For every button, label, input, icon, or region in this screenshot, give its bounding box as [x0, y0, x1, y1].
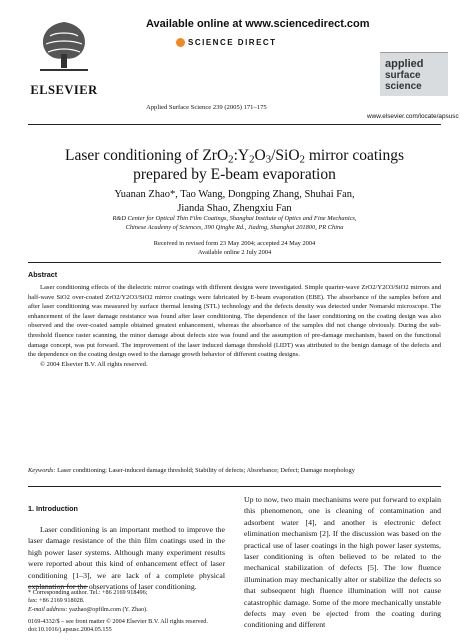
authors: Yuanan Zhao*, Tao Wang, Dongping Zhang, Shuhai Fan, Jianda Shao, Zhengxiu Fan	[114, 189, 355, 214]
footnote-rule	[28, 586, 88, 587]
abstract-divider-top	[28, 262, 441, 263]
intro-left-column: Laser conditioning is an important method to improve the laser damage resistance of the thin film coatings used in the high power laser systems. Although many experiment results were reported about this kind of enhancement effect of laser conditioning [1–3], we are lack of a complete physical explanation for the observations of laser conditioning.	[28, 525, 225, 592]
article-title: Laser conditioning of $ZrO_2:Y_2O_3/SiO_2$ mirror coatings prepared by E-beam evaporation	[65, 147, 404, 183]
affiliation: R&D Center for Optical Thin Film Coatings, Shanghai Institute of Optics and Fine Mechanics, Chinese Academy of Sciences, 390 Qinghe Rd., Jiading, Shanghai 201800, PR China	[112, 215, 357, 231]
keywords: Keywords: Laser conditioning; Laser-induced damage threshold; Stability of defects; Absorbance; Defect; Damage morphology	[28, 467, 355, 474]
sciencedirect-dot-icon	[176, 38, 185, 47]
journal-logo: applied surface science	[380, 52, 448, 96]
elsevier-logo	[28, 14, 100, 100]
intro-right-column: Up to now, two main mechanisms were put forward to explain this phenomenon, one is cleaning of contamination and adsorbent water [4], and another is electronic defect elimination mechanism [2]. If the discussion was based on the practical use of laser coatings in the high power laser systems, laser conditioning is often believed to be related to the mechanical stabilization of defects [5]. The low fluence illumination may mechanically alter or stabilize the defects so that subsequent high fluence illumination will not cause catastrophic damage. Some of the more mechanically unstable defects may even be ejected from the coating during conditioning and different	[244, 495, 441, 630]
journal-citation: Applied Surface Science 239 (2005) 171–175	[146, 104, 267, 111]
sciencedirect-logo: SCIENCE DIRECT	[176, 38, 277, 47]
elsevier-tree-icon	[34, 14, 94, 74]
section-heading: 1. Introduction	[28, 504, 78, 513]
author-email-link[interactable]: yazhao@opfilm.com (Y. Zhao).	[67, 605, 148, 613]
header-divider	[28, 124, 441, 125]
abstract-heading: Abstract	[28, 270, 58, 279]
publisher-name: ELSEVIER	[30, 83, 98, 97]
copyright: © 2004 Elsevier B.V. All rights reserved.	[40, 360, 148, 368]
available-online: Available online at www.sciencedirect.com	[146, 18, 370, 30]
abstract-divider-bottom	[28, 486, 441, 487]
doi-link[interactable]: doi:10.1016/j.apsusc.2004.05.155	[28, 626, 112, 634]
article-dates: Received in revised form 23 May 2004; accepted 24 May 2004 Available online 2 July 2004	[153, 240, 316, 256]
footnote: * Corresponding author. Tel.: +86 2169 918496; fax: +86 2169 918028. E-mail address: yazhao@opfilm.com (Y. Zhao).	[28, 589, 148, 613]
journal-homepage-link[interactable]: www.elsevier.com/locate/apsusc	[367, 113, 459, 120]
abstract-text: Laser conditioning effects of the dielectric mirror coatings with different designs were investigated. Simple quarter-wave ZrO2/Y2O3/SiO2 mirrors and half-wave SiO2 over-coated ZrO2/Y2O3/SiO2 mirror coatings were fabricated by E-beam evaporation (EBE). The absorbance of the samples before and after laser conditioning was measured by surface thermal lensing (STL) technology and the defects density was detected under Nomarski microscope. The enhancement of the laser damage resistance was found after laser conditioning. The dependence of the laser conditioning on the coating design was also observed and the over-coated sample obtained greatest enhancement, whereas the absorbance of the samples did not change obviously. During the sub-threshold fluence raster scanning, the minor damage about defects size was found and the assumption of pre-damage mechanism, based on the functional damage concept, was put forward. The improvement of the laser induced damage threshold (LIDT) was attributed to the benign damage of the defects and the dependence on the coating design owed to the damage growth behavior of different coating designs. © 2004 Elsevier B.V. All rights reserved.	[28, 284, 441, 368]
front-matter-info: 0169-4332/$ – see front matter © 2004 Elsevier B.V. All rights reserved. doi:10.1016/j.apsusc.2004.05.155	[28, 618, 328, 635]
